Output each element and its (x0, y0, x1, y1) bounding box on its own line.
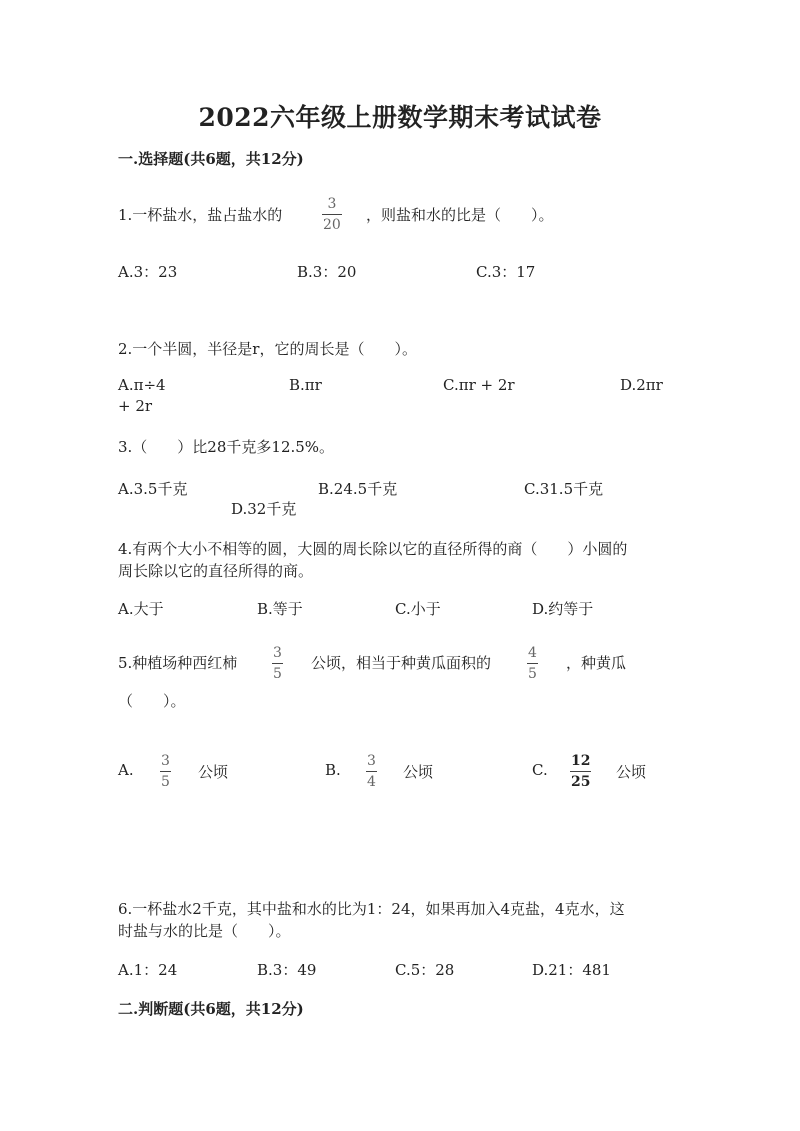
page-title: 2022六年级上册数学期末考试试卷 (198, 103, 602, 132)
question-1-text-end: ，则盐和水的比是（ ）。 (366, 206, 554, 224)
fraction-denominator: 4 (366, 771, 377, 789)
fraction-numerator: 3 (273, 645, 282, 661)
question-2-option-b: B.πr (289, 376, 322, 394)
question-5-option-c-label: C. (532, 761, 548, 779)
question-3-option-b: B.24.5千克 (318, 480, 398, 498)
question-5-text-line2: （ ）。 (118, 692, 186, 710)
question-2-option-d: D.2πr (620, 376, 663, 394)
question-5-fraction-1 (272, 646, 283, 681)
question-1-option-a: A.3：23 (118, 263, 178, 281)
question-6-text-line1: 6.一杯盐水2千克，其中盐和水的比为1：24，如果再加入4克盐，4克水，这 (118, 900, 625, 918)
question-1-fraction (322, 197, 342, 232)
question-6-option-a: A.1：24 (118, 961, 178, 979)
fraction-denominator: 25 (570, 771, 591, 789)
question-4-text-line1: 4.有两个大小不相等的圆，大圆的周长除以它的直径所得的商（ ）小圆的 (118, 540, 628, 558)
question-5-option-a-label: A. (118, 761, 134, 779)
question-5-text-middle: 公顷，相当于种黄瓜面积的 (311, 654, 492, 672)
question-5-fraction-2 (527, 646, 538, 681)
question-6-option-d: D.21：481 (532, 961, 611, 979)
fraction-denominator: 5 (272, 663, 283, 681)
fraction-numerator: 3 (367, 753, 376, 769)
fraction-denominator: 20 (322, 214, 342, 232)
question-2-text: 2.一个半圆，半径是r，它的周长是（ ）。 (118, 340, 417, 358)
question-5-text-end: ，种黄瓜 (566, 654, 627, 672)
question-5-option-c-unit: 公顷 (616, 763, 647, 781)
question-4-option-b: B.等于 (257, 600, 303, 618)
fraction-numerator: 3 (327, 196, 337, 212)
question-4-option-a: A.大于 (118, 600, 164, 618)
question-5-option-a-fraction (160, 754, 171, 789)
fraction-denominator: 5 (527, 663, 538, 681)
question-3-option-d: D.32千克 (231, 500, 297, 518)
question-1-text: 1.一杯盐水，盐占盐水的 (118, 206, 283, 224)
section-heading-judgement: 二.判断题(共6题，共12分) (118, 1000, 304, 1018)
question-1-option-c: C.3：17 (476, 263, 536, 281)
section-heading-choice: 一.选择题(共6题，共12分) (118, 150, 304, 168)
question-5-option-b-label: B. (325, 761, 341, 779)
question-3-option-c: C.31.5千克 (524, 480, 604, 498)
question-6-option-c: C.5：28 (395, 961, 455, 979)
question-5-option-b-unit: 公顷 (403, 763, 434, 781)
question-4-text-line2: 周长除以它的直径所得的商。 (118, 562, 314, 580)
question-4-option-d: D.约等于 (532, 600, 594, 618)
question-6-option-b: B.3：49 (257, 961, 317, 979)
question-5-option-a-unit: 公顷 (198, 763, 229, 781)
question-6-text-line2: 时盐与水的比是（ ）。 (118, 922, 291, 940)
question-5-option-b-fraction (366, 754, 377, 789)
question-2-option-c: C.πr + 2r (443, 376, 515, 394)
question-5-text: 5.种植场种西红柿 (118, 654, 238, 672)
fraction-numerator: 12 (571, 753, 591, 769)
fraction-denominator: 5 (160, 771, 171, 789)
question-5-option-c-fraction (570, 754, 591, 789)
question-3-option-a: A.3.5千克 (118, 480, 188, 498)
question-2-option-a: A.π÷4 (118, 376, 166, 394)
question-4-option-c: C.小于 (395, 600, 441, 618)
question-1-option-b: B.3：20 (297, 263, 357, 281)
fraction-numerator: 4 (528, 645, 537, 661)
question-3-text: 3.（ ）比28千克多12.5%。 (118, 438, 335, 456)
fraction-numerator: 3 (161, 753, 170, 769)
question-2-option-d-continued: + 2r (118, 397, 153, 415)
